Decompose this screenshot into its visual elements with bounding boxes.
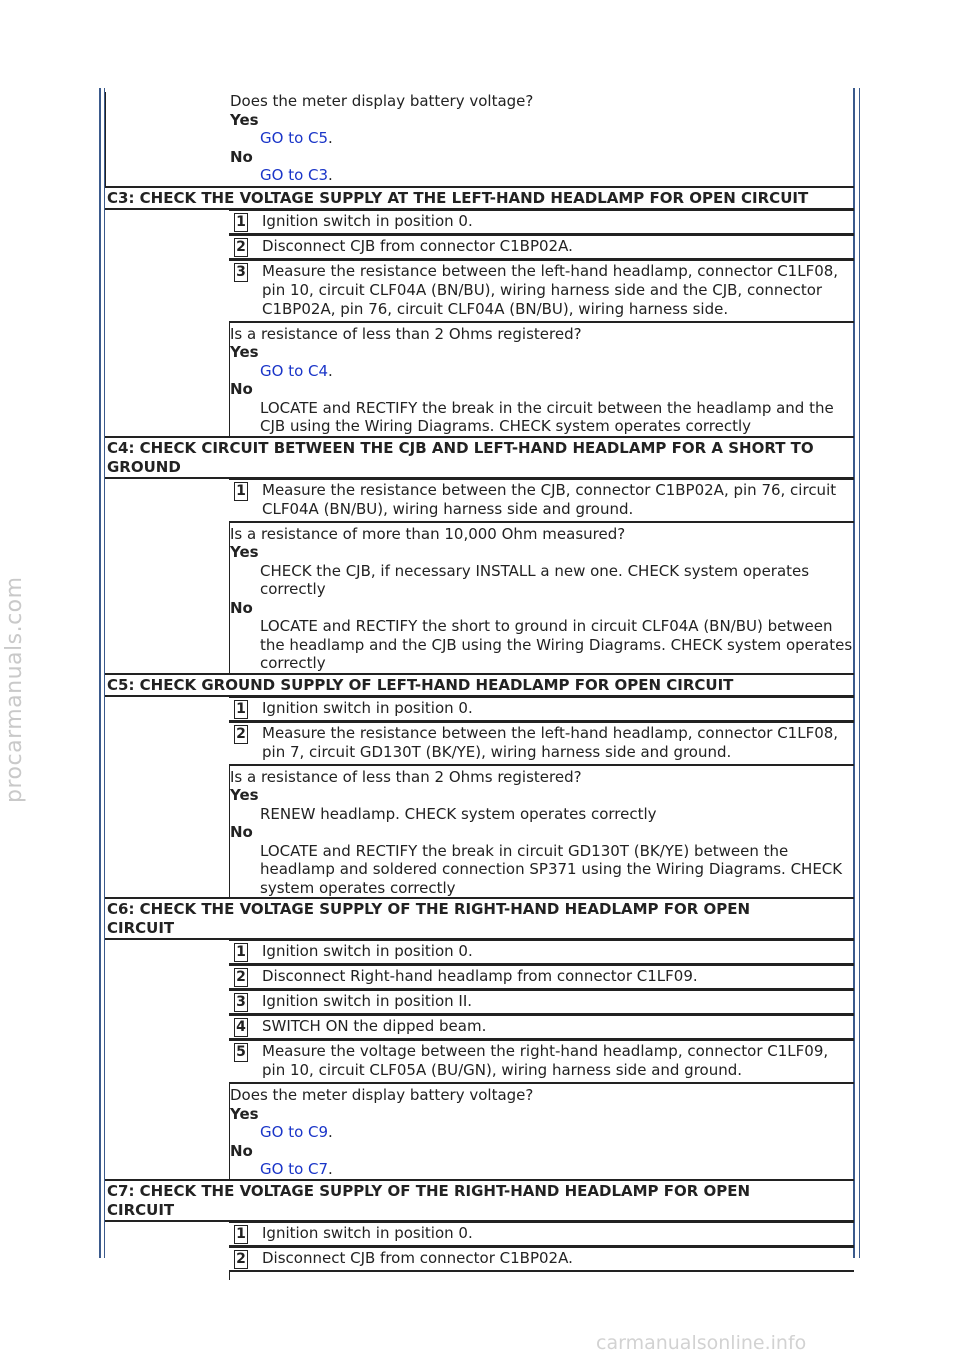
intro-yes-row: GO to C5. [260, 129, 333, 147]
c7-continuation-stub [229, 1272, 854, 1280]
c6-step-5: 5 Measure the voltage between the right-hand headlamp, connector C1LF09, pin 10, circuit CLF05A (BU/GN), wiring harness side and ground. [229, 1040, 854, 1084]
c5-no-text: LOCATE and RECTIFY the break in circuit GD130T (BK/YE) between the headlamp and soldered connection SP371 using the Wiring Diagrams. CHECK system operates correctly [260, 841, 843, 897]
c5-yes-label: Yes [230, 786, 259, 804]
section-c4-body [105, 479, 854, 673]
side-watermark: procarmanuals.com [2, 576, 27, 804]
section-c5-heading: C5: CHECK GROUND SUPPLY OF LEFT-HAND HEADLAMP FOR OPEN CIRCUIT [105, 673, 854, 697]
c4-question-block [229, 523, 854, 673]
c3-step-1: 1 Ignition switch in position 0. [229, 210, 854, 235]
c3-goto-c4-link[interactable]: GO to C4 [260, 361, 329, 380]
step-number-badge: 5 [234, 1043, 248, 1062]
c3-question-block [229, 323, 854, 436]
intro-goto-c3-link[interactable]: GO to C3 [260, 166, 329, 184]
section-c7-body [105, 1222, 854, 1280]
c4-yes-text: CHECK the CJB, if necessary INSTALL a new one. CHECK system operates correctly [260, 561, 810, 598]
intro-question-block [230, 92, 854, 186]
right-outer-rule [859, 88, 860, 1258]
c6-step-4: 4 SWITCH ON the dipped beam. [229, 1015, 854, 1040]
intro-goto-c5-link[interactable]: GO to C5 [260, 129, 329, 147]
c3-no-text: LOCATE and RECTIFY the break in the circuit between the headlamp and the CJB using the Wiring Diagrams. CHECK system operates correctly [260, 398, 834, 435]
intro-result [105, 92, 854, 186]
section-c6-body [105, 940, 854, 1179]
c5-question-block [229, 766, 854, 898]
c4-step-1: 1 Measure the resistance between the CJB, connector C1BP02A, pin 76, circuit CLF04A (BN/BU), wiring harness side and ground. [229, 479, 854, 523]
section-c5-body [105, 697, 854, 898]
c6-yes-row: GO to C9. [260, 1123, 333, 1141]
step-number-badge: 2 [234, 725, 248, 744]
c5-yes-text: RENEW headlamp. CHECK system operates correctly [260, 804, 657, 823]
c6-step-2: 2 Disconnect Right-hand headlamp from connector C1LF09. [229, 965, 854, 990]
footer-watermark: carmanualsonline.info [596, 1332, 807, 1354]
c3-no-label: No [230, 380, 253, 398]
intro-question: Does the meter display battery voltage? [230, 92, 534, 110]
c3-step-2: 2 Disconnect CJB from connector C1BP02A. [229, 235, 854, 260]
c6-step-3: 3 Ignition switch in position II. [229, 990, 854, 1015]
section-c3-heading: C3: CHECK THE VOLTAGE SUPPLY AT THE LEFT-HAND HEADLAMP FOR OPEN CIRCUIT [105, 186, 854, 210]
step-number-badge: 1 [234, 943, 248, 962]
c6-no-label: No [230, 1141, 253, 1160]
c4-yes-label: Yes [230, 543, 259, 561]
c5-step-1: 1 Ignition switch in position 0. [229, 697, 854, 722]
step-number-badge: 1 [234, 482, 248, 501]
section-c3-body [105, 210, 854, 436]
step-number-badge: 2 [234, 968, 248, 987]
diagnostic-document [105, 92, 854, 1280]
section-c4-heading: C4: CHECK CIRCUIT BETWEEN THE CJB AND LEFT-HAND HEADLAMP FOR A SHORT TO GROUND [105, 436, 854, 479]
intro-no-row: GO to C3. [260, 166, 333, 184]
step-number-badge: 1 [234, 700, 248, 719]
c3-step-3: 3 Measure the resistance between the left-hand headlamp, connector C1LF08, pin 10, circuit CLF04A (BN/BU), wiring harness side and the CJB, connector C1BP02A, pin 76, circuit CLF04A (BN/BU), wiring harness side. [229, 260, 854, 323]
c6-yes-label: Yes [230, 1104, 259, 1123]
c6-question-block [229, 1084, 854, 1179]
c6-goto-c9-link[interactable]: GO to C9 [260, 1123, 329, 1141]
c6-no-row: GO to C7. [260, 1160, 333, 1178]
section-c7-heading: C7: CHECK THE VOLTAGE SUPPLY OF THE RIGHT-HAND HEADLAMP FOR OPEN CIRCUIT [105, 1179, 854, 1222]
c3-yes-label: Yes [230, 343, 259, 361]
c5-step-2: 2 Measure the resistance between the left-hand headlamp, connector C1LF08, pin 7, circuit GD130T (BK/YE), wiring harness side and ground. [229, 722, 854, 766]
c3-question: Is a resistance of less than 2 Ohms registered? [230, 324, 582, 343]
c3-yes-row: GO to C4. [260, 361, 333, 380]
c4-question: Is a resistance of more than 10,000 Ohm measured? [230, 524, 626, 543]
c5-question: Is a resistance of less than 2 Ohms registered? [230, 767, 582, 786]
c7-step-2: 2 Disconnect CJB from connector C1BP02A. [229, 1247, 854, 1272]
section-c6-heading: C6: CHECK THE VOLTAGE SUPPLY OF THE RIGHT-HAND HEADLAMP FOR OPEN CIRCUIT [105, 897, 854, 940]
step-number-badge: 3 [234, 263, 248, 282]
c6-question: Does the meter display battery voltage? [230, 1086, 534, 1104]
c6-goto-c7-link[interactable]: GO to C7 [260, 1160, 329, 1178]
c7-step-1: 1 Ignition switch in position 0. [229, 1222, 854, 1247]
intro-yes-label: Yes [230, 110, 259, 129]
left-outer-rule [99, 88, 101, 1258]
c4-no-label: No [230, 598, 253, 617]
step-number-badge: 3 [234, 993, 248, 1012]
c4-no-text: LOCATE and RECTIFY the short to ground in circuit CLF04A (BN/BU) between the headlamp and the CJB using the Wiring Diagrams. CHECK system operates correctly [260, 617, 853, 672]
intro-no-label: No [230, 147, 253, 166]
step-number-badge: 2 [234, 1250, 248, 1269]
step-number-badge: 4 [234, 1018, 248, 1037]
c6-step-1: 1 Ignition switch in position 0. [229, 940, 854, 965]
c5-no-label: No [230, 823, 253, 841]
step-number-badge: 2 [234, 238, 248, 257]
step-number-badge: 1 [234, 213, 248, 232]
step-number-badge: 1 [234, 1225, 248, 1244]
